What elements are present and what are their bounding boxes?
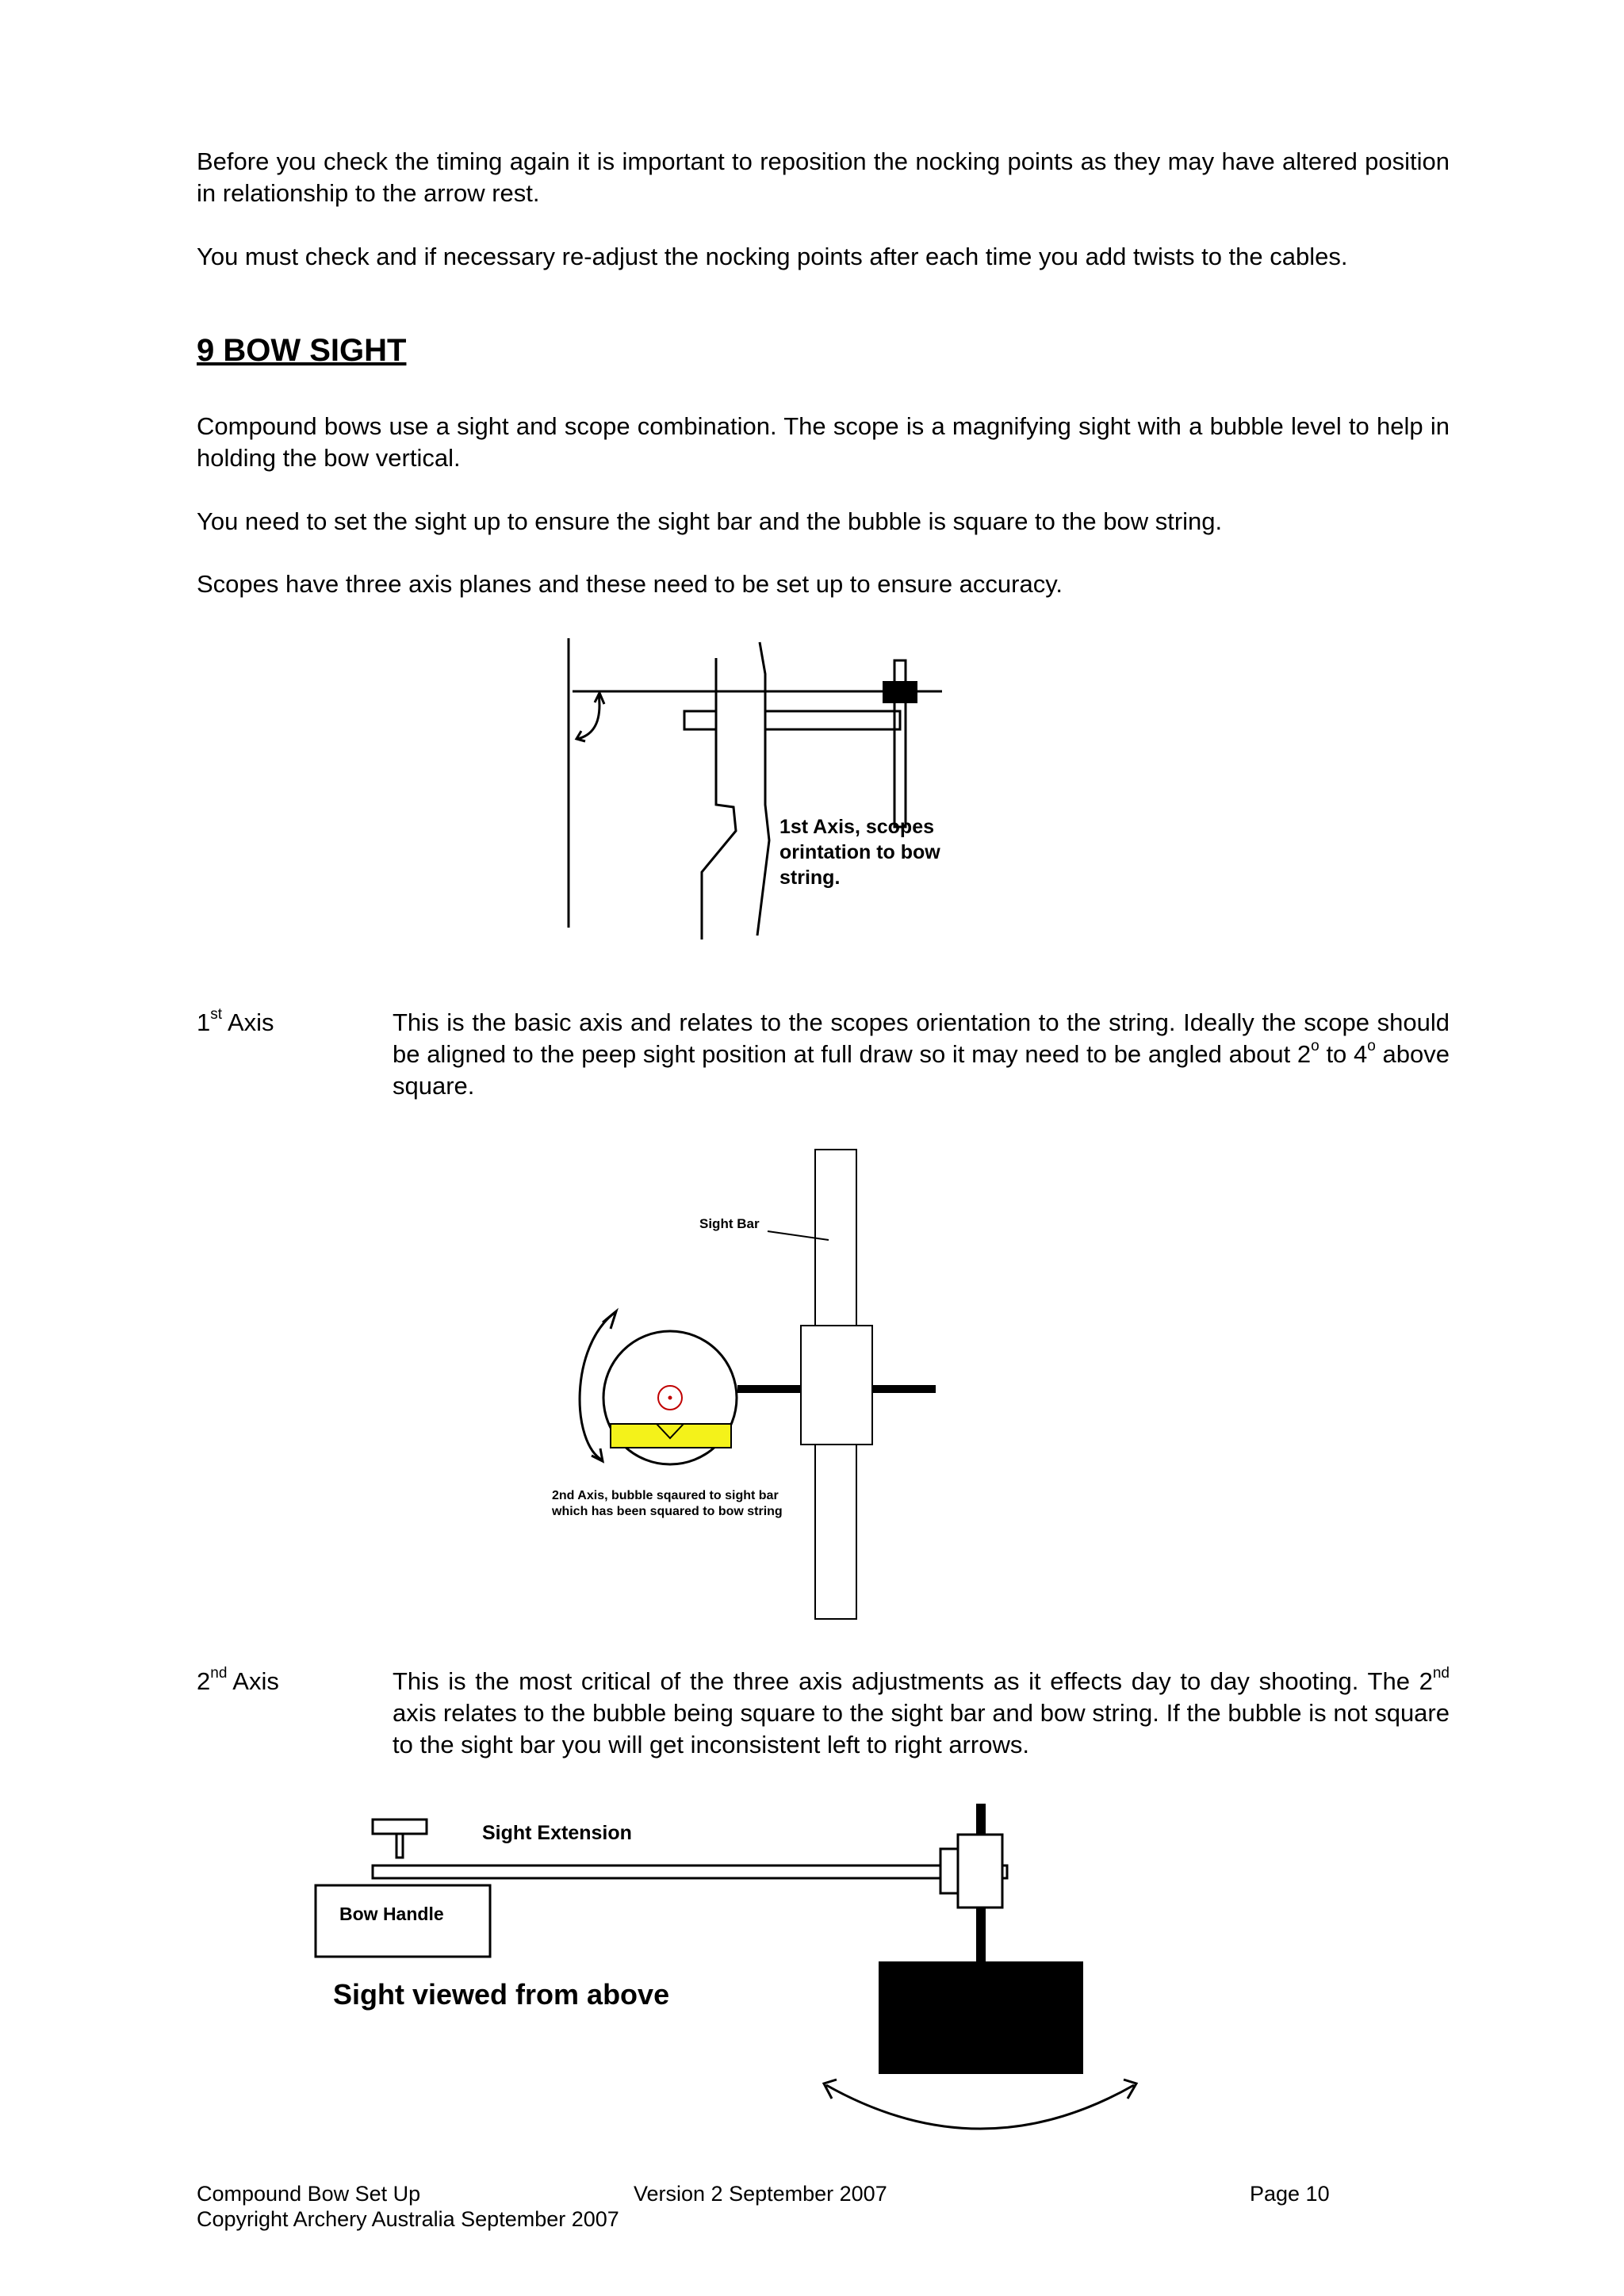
intro-paragraph-2: You must check and if necessary re-adjust the nocking points after each time you add twists to the cables. <box>197 243 1348 270</box>
scope-housing <box>879 1961 1083 2074</box>
figure-second-axis <box>539 1142 952 1617</box>
bubble-level <box>611 1424 731 1448</box>
figure1-caption-line1: 1st Axis, scopes <box>779 816 935 838</box>
figure-first-axis <box>555 634 967 943</box>
figure1-caption-line3: string. <box>779 867 841 889</box>
scope-clamp-large <box>958 1835 1002 1908</box>
intro-paragraph-1: Before you check the timing again it is important to reposition the nocking points as they may have altered position in relationship to the arrow rest. <box>197 147 1450 207</box>
extension-knob-post <box>396 1834 403 1858</box>
footer-page-number: Page 10 <box>1250 2182 1330 2206</box>
footer-version: Version 2 September 2007 <box>634 2182 887 2206</box>
axis2-label: 2nd Axis <box>197 1664 279 1695</box>
swing-arc-arrow <box>826 2085 1134 2129</box>
footer-title: Compound Bow Set Up <box>197 2182 421 2206</box>
sight-extension-bar <box>373 1866 1007 1878</box>
scope-clamp-small <box>940 1849 958 1893</box>
sight-bar-label: Sight Bar <box>699 1216 760 1231</box>
sight-extension-label: Sight Extension <box>482 1822 632 1844</box>
section-heading: 9 BOW SIGHT <box>197 333 407 368</box>
figure2-caption-line2: which has been squared to bow string <box>552 1505 783 1518</box>
scope-block <box>883 681 917 703</box>
footer-copyright: Copyright Archery Australia September 2007 <box>197 2207 619 2231</box>
riser-right-edge <box>757 642 769 936</box>
section-paragraph-3: Scopes have three axis planes and these need to be set up to ensure accuracy. <box>197 570 1063 598</box>
bow-handle-label: Bow Handle <box>339 1904 444 1924</box>
axis2-description: This is the most critical of the three axis adjustments as it effects day to day shooting. The 2nd axis relates to the bubble being square to the sight bar and bow string. If the bubble is not square to the sight bar you will get inconsistent left to right arrows. <box>393 1664 1450 1758</box>
sight-extension-bar <box>765 711 900 729</box>
sight-mount-block <box>801 1326 872 1445</box>
figure2-caption-line1: 2nd Axis, bubble sqaured to sight bar <box>552 1489 779 1502</box>
reticle-dot <box>668 1396 672 1400</box>
figure1-caption-line2: orintation to bow <box>779 841 940 863</box>
axis1-label: 1st Axis <box>197 1005 274 1036</box>
section-paragraph-1: Compound bows use a sight and scope combination. The scope is a magnifying sight with a bubble level to help in holding the bow vertical. <box>197 412 1450 472</box>
figure3-caption: Sight viewed from above <box>333 1978 670 2011</box>
mount-block <box>684 711 716 729</box>
section-paragraph-2: You need to set the sight up to ensure the sight bar and the bubble is square to the bow string. <box>197 507 1223 535</box>
axis1-description: This is the basic axis and relates to the scopes orientation to the string. Ideally the scope should be aligned to the peep sight position at full draw so it may need to be angled about 2$^o$ to 4$^o$ above square. <box>393 1008 1450 1100</box>
riser-left-edge <box>702 658 736 939</box>
figure-sight-from-above <box>309 1800 1150 2141</box>
extension-knob <box>373 1820 427 1834</box>
